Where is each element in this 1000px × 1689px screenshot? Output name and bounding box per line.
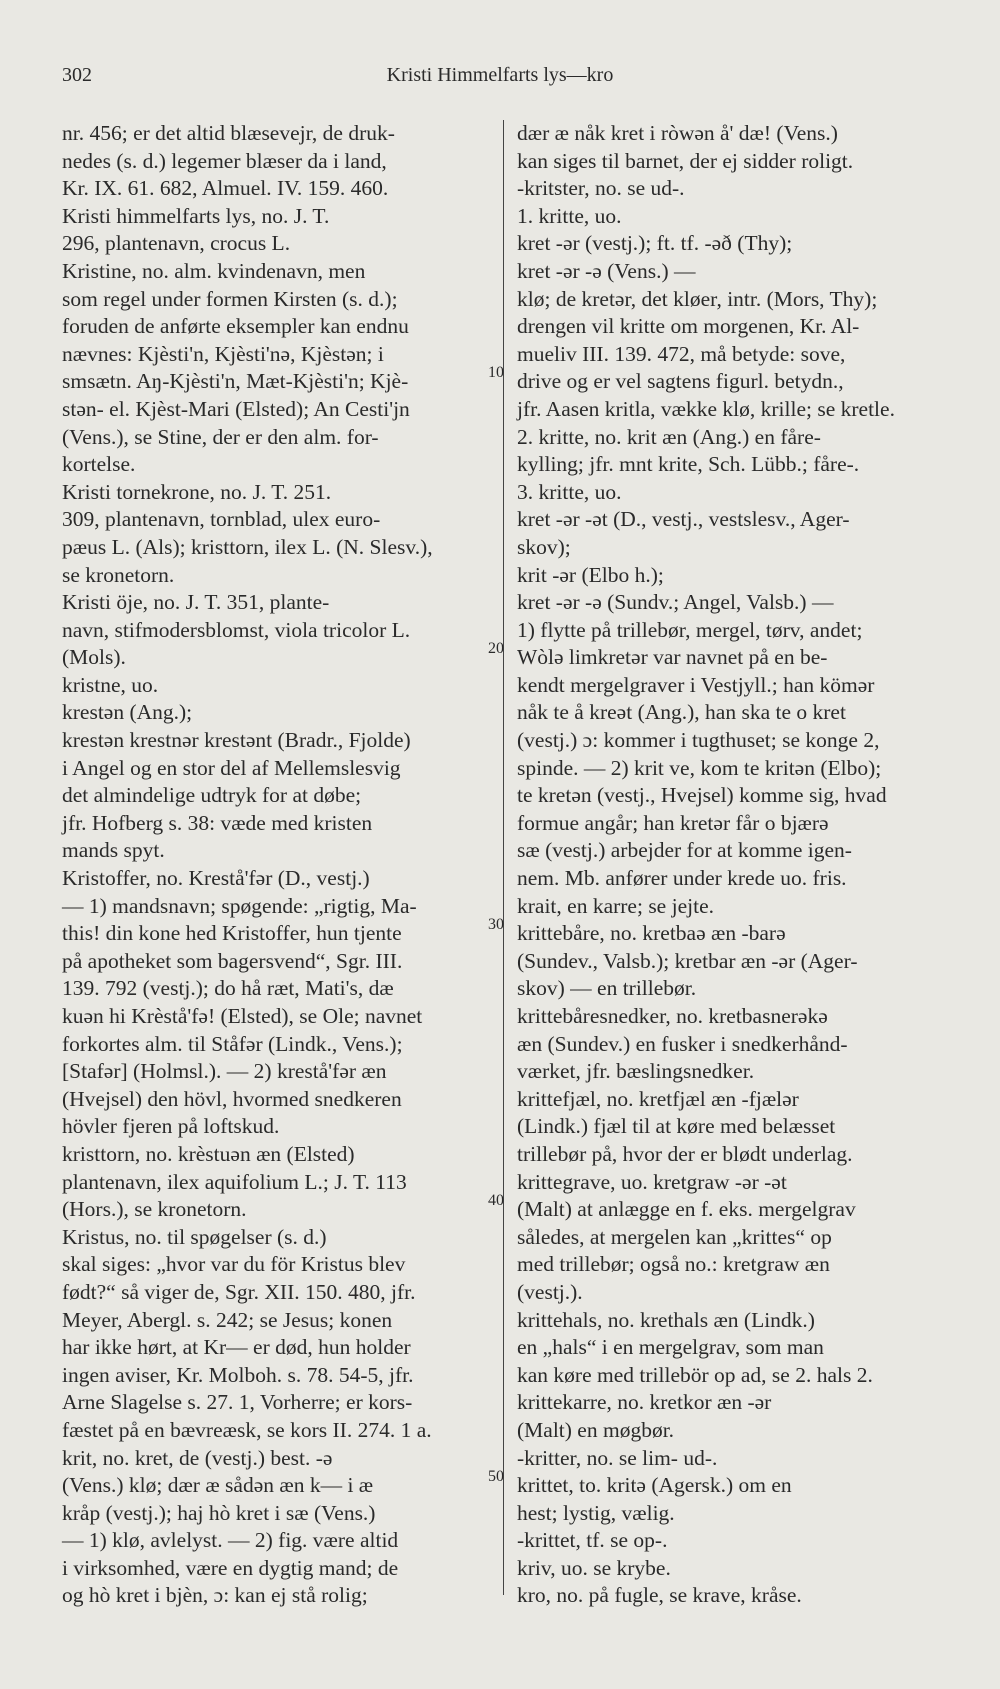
text-line: krait, en karre; se jejte. [517,893,714,918]
text-line: Wòlə limkretər var navnet på en be- [517,645,828,670]
text-line: dær æ nåk kret i ròwən å' dæ! (Vens.) [517,121,838,145]
text-line: æn (Sundev.) en fusker i snedkerhånd- [517,1031,848,1056]
text-line: krit, no. kret, de (vestj.) best. -ə [62,1445,333,1470]
text-line: og hò kret i bjèn, ɔ: kan ej stå rolig; [62,1583,368,1608]
text-line: kortelse. [62,452,136,477]
text-line: Kr. IX. 61. 682, Almuel. IV. 159. 460. [62,176,389,201]
text-line: skov); [517,534,571,559]
text-line: kro, no. på fugle, se krave, kråse. [517,1583,802,1608]
text-line: — 1) klø, avlelyst. — 2) fig. være altid [62,1528,399,1553]
text-line: drive og er vel sagtens figurl. betydn., [517,369,844,394]
text-line: (vestj.). [517,1279,583,1304]
column-divider [503,120,504,1595]
page-number: 302 [62,64,92,86]
text-line: på apotheket som bagersvend“, Sgr. III. [62,948,403,973]
text-line: det almindelige udtryk for at døbe; [62,783,362,808]
text-line: jfr. Hofberg s. 38: væde med kristen [62,810,373,835]
text-line: fæstet på en bævreæsk, se kors II. 274. 1 a. [62,1417,432,1442]
text-line: 296, plantenavn, crocus L. [62,231,291,256]
text-line: (Hvejsel) den hövl, hvormed snedkeren [62,1086,402,1111]
text-line: nåk te å kreət (Ang.), han ska te o kret [517,700,846,725]
text-line: kret -ər -ət (D., vestj., vestslesv., Ager- [517,507,850,532]
text-line: kristne, uo. [62,672,159,697]
text-line: [Stafər] (Holmsl.). — 2) krestå'fər æn [62,1059,387,1084]
left-column [62,120,492,1610]
text-line: kristtorn, no. krèstuən æn (Elsted) [62,1141,355,1166]
text-line: har ikke hørt, at Kr— er død, hun holder [62,1335,411,1360]
text-line: — 1) mandsnavn; spøgende: „rigtig, Ma- [62,893,417,918]
text-line: kendt mergelgraver i Vestjyll.; han kömər [517,672,875,697]
text-line: således, at mergelen kan „krittes“ op [517,1224,832,1249]
text-line: Kristus, no. til spøgelser (s. d.) [62,1224,327,1249]
text-line: hest; lystig, vælig. [517,1500,675,1525]
text-line: skov) — en trillebør. [517,976,697,1001]
text-line: kuən hi Krèstå'fə! (Elsted), se Ole; navnet [62,1004,423,1028]
text-line: 139. 792 (vestj.); do hå ræt, Mati's, dæ [62,976,394,1001]
text-line: drengen vil kritte om morgenen, Kr. Al- [517,314,860,339]
text-line: 1) flytte på trillebør, mergel, tørv, andet; [517,617,863,642]
line-number: 20 [488,640,504,657]
text-line: krittebåre, no. kretbaə æn -barə [517,921,786,946]
text-line: mueliv III. 139. 472, må betyde: sove, [517,341,846,366]
text-line: i Angel og en stor del af Mellemslesvig [62,755,401,780]
text-line: kan siges til barnet, der ej sidder roligt. [517,148,854,173]
text-line: 309, plantenavn, tornblad, ulex euro- [62,507,381,532]
text-line: krittekarre, no. kretkor æn -ər [517,1390,772,1415]
text-line: krittegrave, uo. kretgraw -ər -ət [517,1169,787,1194]
text-line: (Mols). [62,645,126,670]
text-line: -kritter, no. se lim- ud-. [517,1445,718,1470]
text-line: this! din kone hed Kristoffer, hun tjente [62,921,402,946]
text-line: værket, jfr. bæslingsnedker. [517,1059,755,1084]
text-line: kret -ər -ə (Vens.) — [517,258,696,283]
text-line: kret -ər -ə (Sundv.; Angel, Valsb.) — [517,590,834,615]
text-line: stən- el. Kjèst-Mari (Elsted); An Cesti'jn [62,396,410,421]
text-line: Kristoffer, no. Krestå'fər (D., vestj.) [62,866,370,891]
text-line: krittefjæl, no. kretfjæl æn -fjælər [517,1086,799,1111]
text-line: krestən krestnər krestənt (Bradr., Fjolde) [62,728,411,753]
text-line: kråp (vestj.); haj hò kret i sæ (Vens.) [62,1500,376,1525]
text-line: en „hals“ i en mergelgrav, som man [517,1335,824,1360]
text-line: spinde. — 2) krit ve, kom te kritən (Elbo); [517,755,882,780]
text-line: (vestj.) ɔ: kommer i tugthuset; se konge 2, [517,728,880,753]
text-line: se kronetorn. [62,562,175,587]
text-line: krittehals, no. krethals æn (Lindk.) [517,1307,815,1332]
running-head: Kristi Himmelfarts lys—kro [386,64,614,86]
text-line: krit -ər (Elbo h.); [517,562,664,587]
text-line: smsætn. Aŋ-Kjèsti'n, Mæt-Kjèsti'n; Kjè- [62,369,409,394]
text-line: ingen aviser, Kr. Molboh. s. 78. 54-5, jfr. [62,1362,414,1387]
text-line: kylling; jfr. mnt krite, Sch. Lübb.; fåre-. [517,452,860,477]
text-line: (Malt) en møgbør. [517,1417,675,1442]
text-line: 3. kritte, uo. [517,479,622,504]
text-line: (Vens.), se Stine, der er den alm. for- [62,424,379,449]
right-column [517,120,957,1610]
line-number: 40 [488,1192,504,1209]
line-number: 30 [488,916,504,933]
text-line: nævnes: Kjèsti'n, Kjèsti'nə, Kjèstən; i [62,341,384,366]
text-line: (Malt) at anlægge en f. eks. mergelgrav [517,1197,856,1222]
text-line: (Vens.) klø; dær æ sådən æn k— i æ [62,1473,374,1498]
text-line: kriv, uo. se krybe. [517,1555,671,1580]
text-line: skal siges: „hvor var du för Kristus blev [62,1252,406,1277]
line-number: 50 [488,1468,504,1485]
text-line: hövler fjeren på loftskud. [62,1114,280,1139]
text-line: nedes (s. d.) legemer blæser da i land, [62,148,387,173]
text-line: med trillebør; også no.: kretgraw æn [517,1252,830,1277]
text-line: kret -ər (vestj.); ft. tf. -əð (Thy); [517,231,793,256]
text-line: (Hors.), se kronetorn. [62,1197,247,1222]
text-line: jfr. Aasen kritla, vække klø, krille; se kretle. [517,396,895,421]
line-number: 10 [488,364,504,381]
text-line: forkortes alm. til Ståfər (Lindk., Vens.); [62,1031,403,1056]
text-line: nem. Mb. anfører under krede uo. fris. [517,866,847,891]
text-line: sæ (vestj.) arbejder for at komme igen- [517,838,852,863]
text-line: i virksomhed, være en dygtig mand; de [62,1555,399,1580]
text-line: Arne Slagelse s. 27. 1, Vorherre; er kors- [62,1390,413,1415]
text-line: formue angår; han kretər får o bjærə [517,810,829,835]
text-line: -kritster, no. se ud-. [517,176,685,201]
text-line: navn, stifmodersblomst, viola tricolor L. [62,617,411,642]
text-line: krittebåresnedker, no. kretbasnerəkə [517,1004,828,1028]
text-line: pæus L. (Als); kristtorn, ilex L. (N. Slesv.), [62,534,433,559]
text-line: krittet, to. kritə (Agersk.) om en [517,1473,792,1498]
text-line: født?“ så viger de, Sgr. XII. 150. 480, jfr. [62,1279,416,1304]
text-line: klø; de kretər, det kløer, intr. (Mors, Thy); [517,286,878,311]
text-line: foruden de anførte eksempler kan endnu [62,314,409,339]
text-line: Meyer, Abergl. s. 242; se Jesus; konen [62,1307,393,1332]
page-header [0,64,1000,94]
text-line: Kristi tornekrone, no. J. T. 251. [62,479,332,504]
text-line: mands spyt. [62,838,165,863]
text-line: krestən (Ang.); [62,700,193,725]
text-line: Kristi öje, no. J. T. 351, plante- [62,590,330,615]
text-line: som regel under formen Kirsten (s. d.); [62,286,398,311]
text-line: nr. 456; er det altid blæsevejr, de druk- [62,121,395,145]
text-line: -krittet, tf. se op-. [517,1528,668,1553]
text-line: 2. kritte, no. krit æn (Ang.) en fåre- [517,424,821,449]
text-line: Kristi himmelfarts lys, no. J. T. [62,203,330,228]
text-line: kan køre med trillebör op ad, se 2. hals 2. [517,1362,873,1387]
text-line: trillebør på, hvor der er blødt underlag. [517,1141,853,1166]
text-line: 1. kritte, uo. [517,203,622,228]
text-line: te kretən (vestj., Hvejsel) komme sig, hvad [517,783,887,808]
text-line: (Sundev., Valsb.); kretbar æn -ər (Ager- [517,948,858,973]
text-line: (Lindk.) fjæl til at køre med belæsset [517,1114,836,1139]
text-line: Kristine, no. alm. kvindenavn, men [62,258,366,283]
text-line: plantenavn, ilex aquifolium L.; J. T. 113 [62,1169,407,1194]
